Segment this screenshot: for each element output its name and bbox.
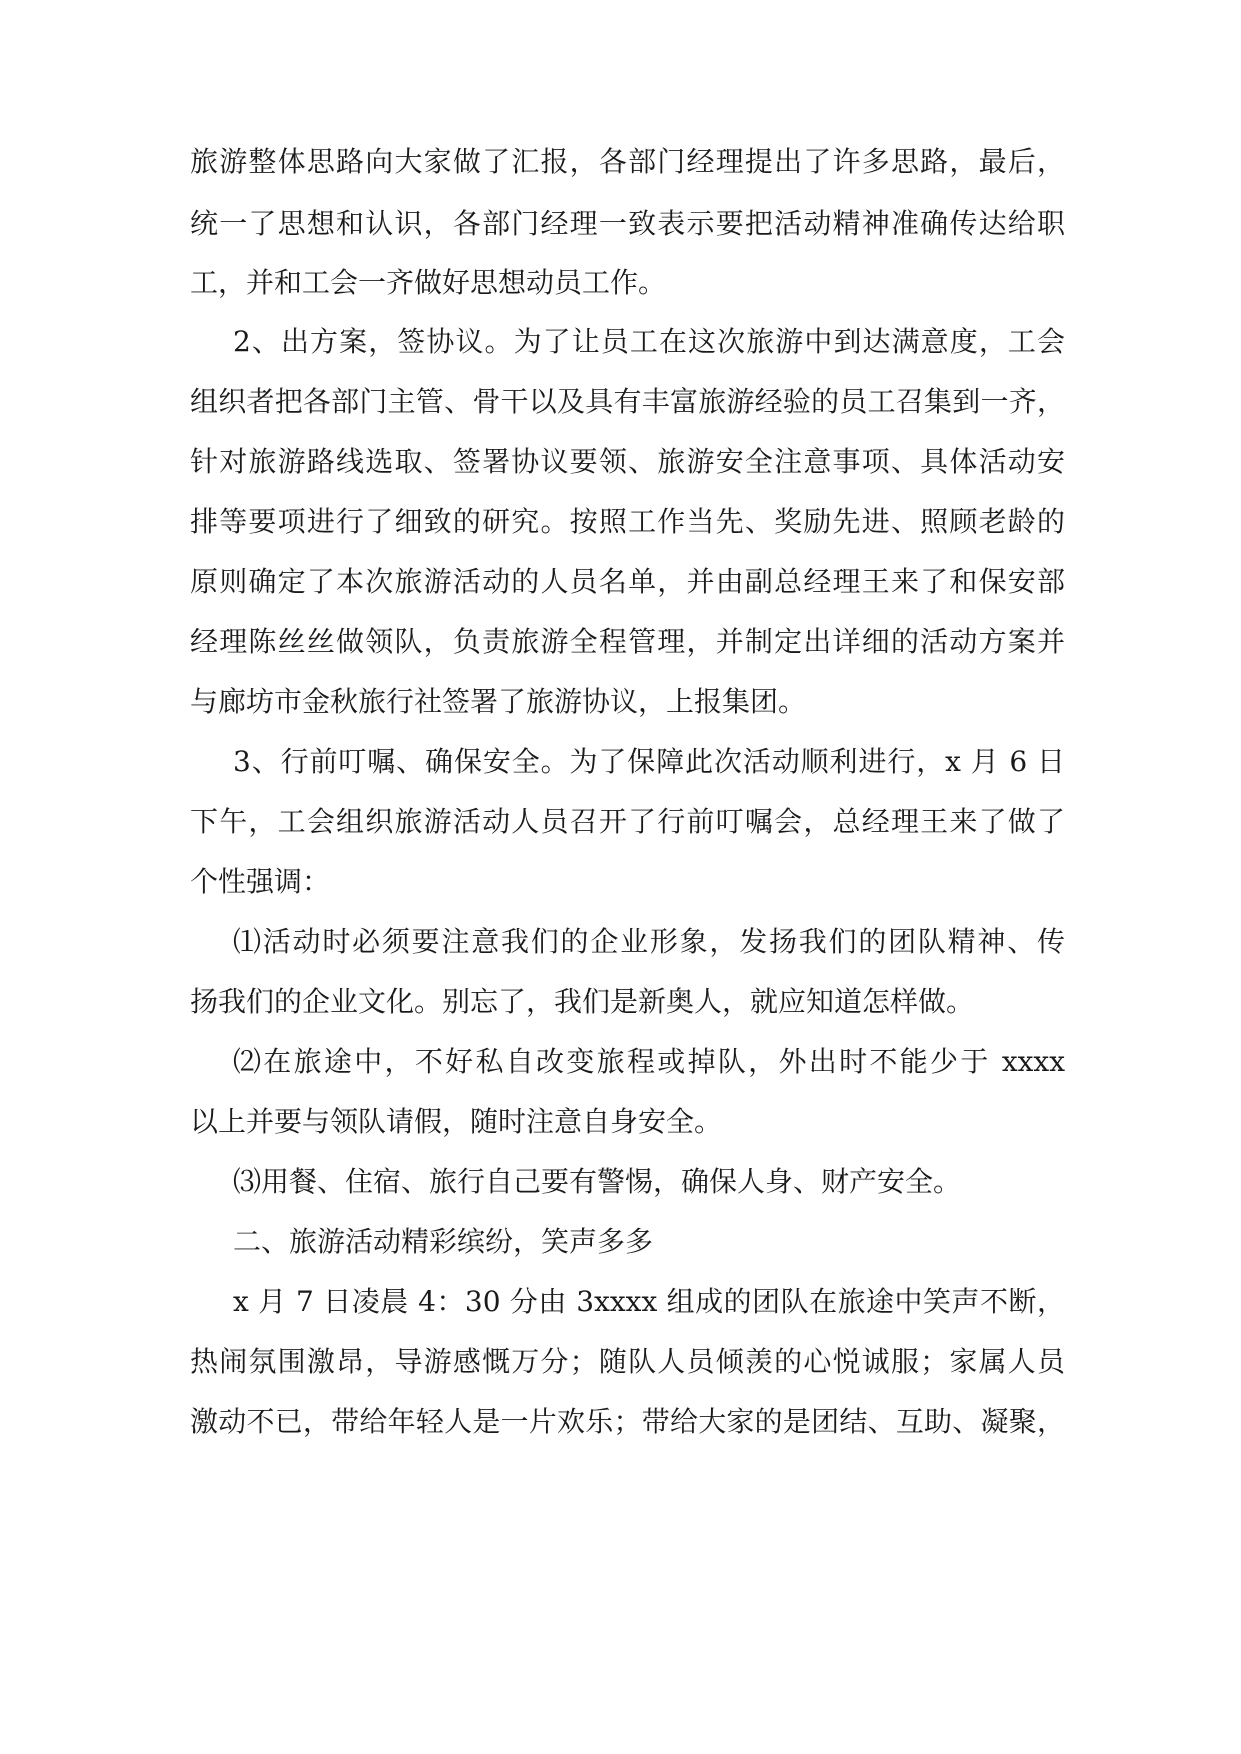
list-item-line: ⑴活动时必须要注意我们的企业形象，发扬我们的团队精神、传: [233, 925, 1065, 958]
text-line: 针对旅游路线选取、签署协议要领、旅游安全注意事项、具体活动安: [190, 445, 1065, 478]
list-item-line: ⑵在旅途中，不好私自改变旅程或掉队，外出时不能少于 xxxx: [233, 1045, 1065, 1078]
list-item-line: ⑶用餐、住宿、旅行自己要有警惕，确保人身、财产安全。: [233, 1165, 962, 1198]
text-line: 下午，工会组织旅游活动人员召开了行前叮嘱会，总经理王来了做了: [190, 805, 1065, 838]
text-line: 统一了思想和认识，各部门经理一致表示要把活动精神准确传达给职: [190, 207, 1065, 240]
text-line: 个性强调：: [190, 865, 331, 898]
text-line: 与廊坊市金秋旅行社签署了旅游协议，上报集团。: [190, 685, 807, 718]
text-line: 热闹氛围激昂，导游感慨万分；随队人员倾羡的心悦诚服；家属人员: [190, 1345, 1065, 1378]
text-line: 旅游整体思路向大家做了汇报，各部门经理提出了许多思路，最后，: [190, 145, 1065, 178]
text-line: 工，并和工会一齐做好思想动员工作。: [190, 266, 667, 299]
paragraph-start-line: 3、行前叮嘱、确保安全。为了保障此次活动顺利进行，x 月 6 日: [233, 745, 1065, 778]
text-line: 排等要项进行了细致的研究。按照工作当先、奖励先进、照顾老龄的: [190, 505, 1065, 538]
text-line: 组织者把各部门主管、骨干以及具有丰富旅游经验的员工召集到一齐，: [190, 385, 1065, 418]
paragraph-start-line: x 月 7 日凌晨 4：30 分由 3xxxx 组成的团队在旅途中笑声不断，: [233, 1285, 1065, 1318]
text-line: 激动不已，带给年轻人是一片欢乐；带给大家的是团结、互助、凝聚，: [190, 1405, 1065, 1438]
text-line: 扬我们的企业文化。别忘了，我们是新奥人，就应知道怎样做。: [190, 985, 975, 1018]
section-heading: 二、旅游活动精彩缤纷，笑声多多: [233, 1225, 654, 1258]
text-line: 原则确定了本次旅游活动的人员名单，并由副总经理王来了和保安部: [190, 565, 1065, 598]
paragraph-start-line: 2、出方案，签协议。为了让员工在这次旅游中到达满意度，工会: [233, 325, 1065, 358]
text-line: 以上并要与领队请假，随时注意自身安全。: [190, 1105, 723, 1138]
text-line: 经理陈丝丝做领队，负责旅游全程管理，并制定出详细的活动方案并: [190, 625, 1065, 658]
